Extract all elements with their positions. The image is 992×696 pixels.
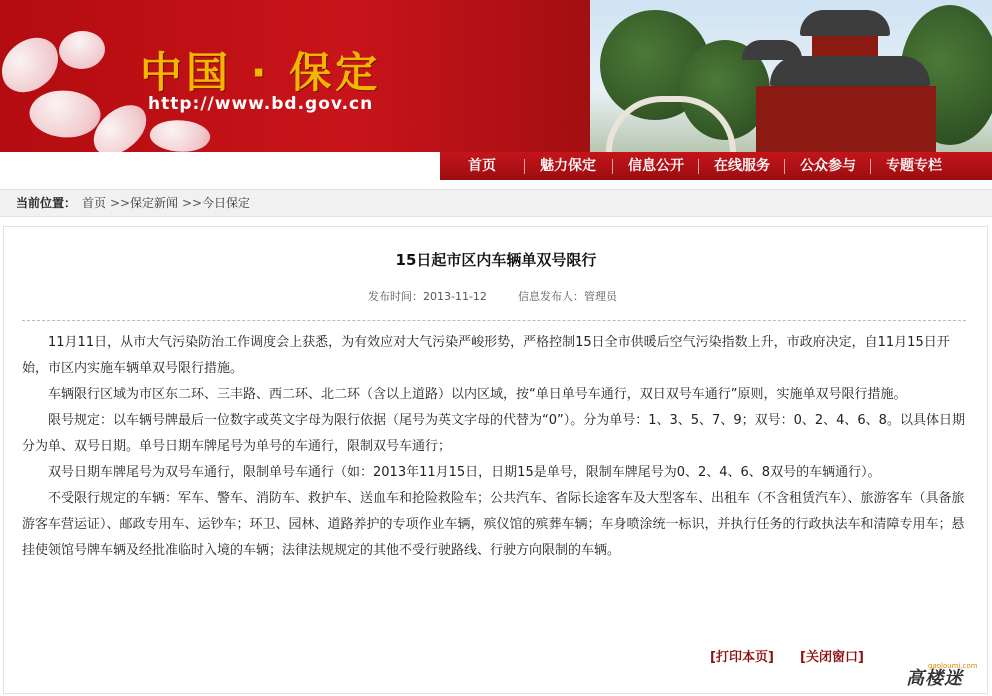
breadcrumb-separator: >> — [182, 196, 203, 210]
flower-decoration — [0, 31, 67, 99]
watermark-url: gaoloumi.com — [928, 662, 978, 670]
nav-item-charm-baoding[interactable]: 魅力保定 — [540, 158, 596, 174]
nav-item-public-participation[interactable]: 公众参与 — [800, 158, 856, 174]
article-paragraph: 限号规定：以车辆号牌最后一位数字或英文字母为限行依据（尾号为英文字母的代替为“0”）。分为单号：1、3、5、7、9；双号：0、2、4、6、8。以具体日期分为单、双号日期。单号日期车牌尾号为单号的车通行，限制双号车通行； — [22, 413, 965, 454]
nav-divider — [524, 159, 525, 174]
article-paragraph: 11月11日，从市大气污染防治工作调度会上获悉，为有效应对大气污染严峻形势，严格控制15日全市供暖后空气污染指数上升，市政府决定，自11月15日开始，市区内实施车辆单双号限行措施。 — [22, 335, 950, 376]
header-banner — [0, 0, 992, 152]
nav-item-info-disclosure[interactable]: 信息公开 — [628, 158, 684, 174]
pavilion-wall — [756, 86, 936, 152]
article-paragraph: 车辆限行区域为市区东二环、三丰路、西二环、北二环（含以上道路）以内区域，按“单日单号车通行，双日双号车通行”原则，实施单双号限行措施。 — [48, 387, 907, 402]
site-title: 中国 · 保定 — [140, 48, 382, 97]
close-window-link[interactable]: [关闭窗口] — [800, 650, 864, 665]
divider-line — [22, 320, 966, 321]
breadcrumb-item-baoding-news[interactable]: 保定新闻 — [130, 196, 179, 210]
nav-divider — [784, 159, 785, 174]
article-paragraph: 双号日期车牌尾号为双号车通行，限制单号车通行（如：2013年11月15日，日期15是单号，限制车牌尾号为0、2、4、6、8双号的车辆通行）。 — [48, 465, 881, 480]
nav-divider — [870, 159, 871, 174]
breadcrumb-label: 当前位置： — [16, 196, 77, 210]
article-title: 15日起市区内车辆单双号限行 — [395, 251, 597, 269]
publish-time: 发布时间：2013-11-12 — [368, 290, 487, 303]
nav-divider — [698, 159, 699, 174]
nav-item-online-service[interactable]: 在线服务 — [714, 158, 770, 174]
nav-item-special-topics[interactable]: 专题专栏 — [886, 158, 942, 174]
publisher: 信息发布人：管理员 — [518, 290, 617, 303]
main-nav — [440, 152, 992, 180]
flower-decoration — [148, 115, 213, 152]
breadcrumb-item-today-baoding[interactable]: 今日保定 — [202, 196, 251, 210]
breadcrumb-separator: >> — [110, 196, 131, 210]
nav-divider — [612, 159, 613, 174]
flower-decoration — [54, 23, 111, 78]
pavilion-wall — [812, 36, 878, 56]
article-body — [22, 330, 966, 564]
breadcrumb-item-home[interactable]: 首页 — [82, 196, 107, 210]
watermark-logo: 高楼迷 — [906, 668, 963, 689]
pavilion-roof — [800, 10, 890, 36]
pavilion-roof — [770, 56, 930, 86]
print-page-link[interactable]: [打印本页] — [710, 650, 774, 665]
breadcrumb — [0, 189, 992, 217]
article-paragraph: 不受限行规定的车辆：军车、警车、消防车、救护车、送血车和抢险救险车；公共汽车、省际长途客车及大型客车、出租车（不含租赁汽车）、旅游客车（具备旅游客车营运证）、邮政专用车、运钞车；环卫、园林、道路养护的专项作业车辆，殡仪馆的殡葬车辆；车身喷涂统一标识，并执行任务的行政执法车和清障专用车；悬挂使领馆号牌车辆及经批准临时入境的车辆；法律法规规定的其他不受行驶路线、行驶方向限制的车辆。 — [22, 491, 965, 558]
pavilion-roof — [742, 40, 802, 60]
site-url: http://www.bd.gov.cn — [148, 94, 374, 114]
nav-item-home[interactable]: 首页 — [468, 158, 496, 174]
